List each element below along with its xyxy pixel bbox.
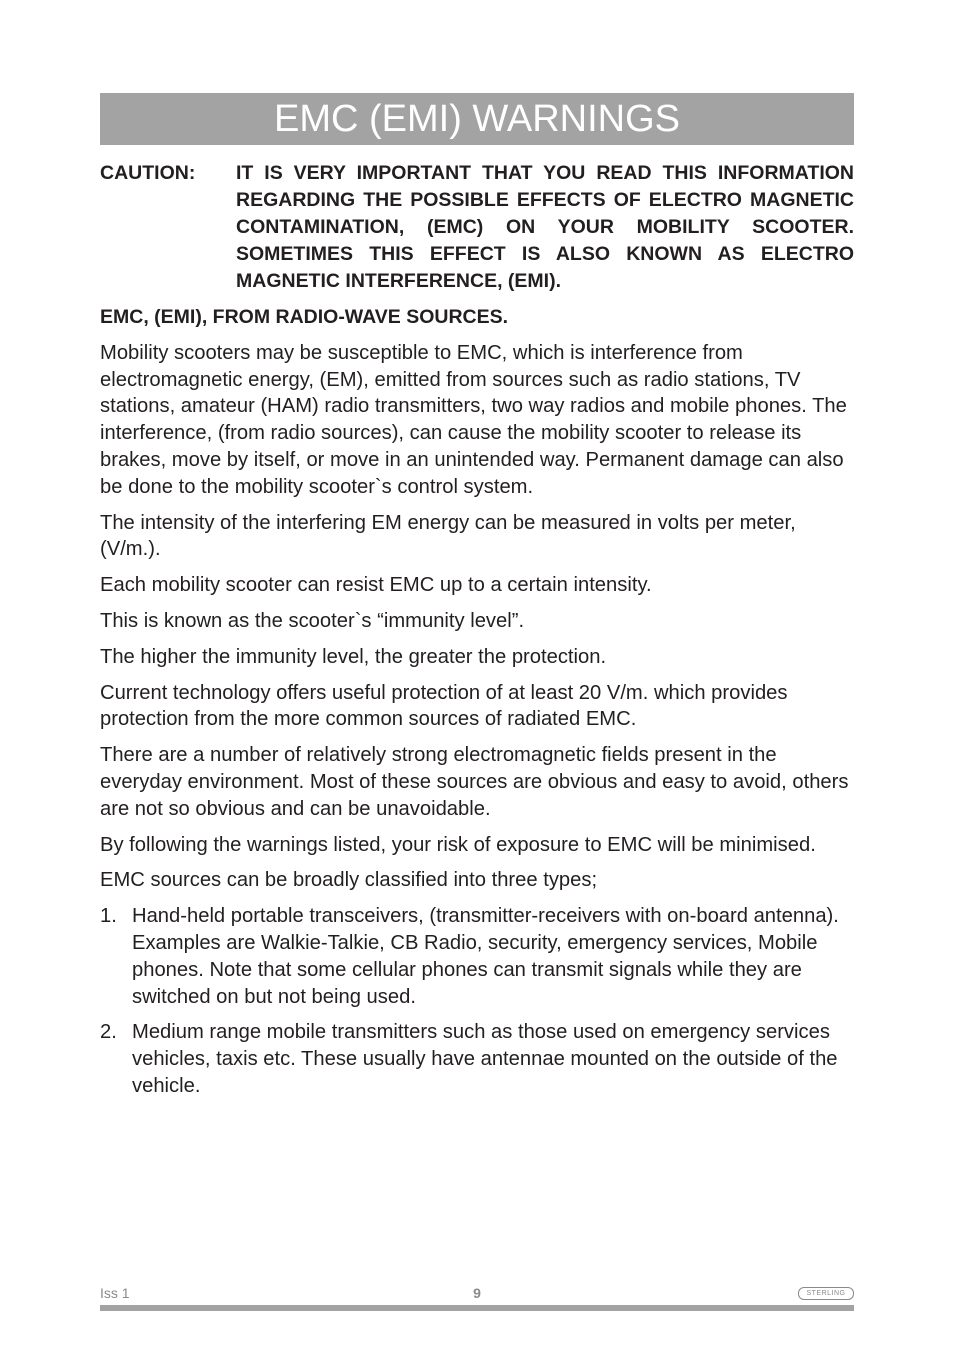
paragraph-2: The intensity of the interfering EM energy can be measured in volts per meter, (V/m.). (100, 511, 796, 561)
paragraph-8: By following the warnings listed, your risk of exposure to EMC will be minimised. (100, 833, 816, 856)
paragraph-9: EMC sources can be broadly classified into three types; (100, 869, 598, 892)
page-title: EMC (EMI) WARNINGS (273, 97, 680, 140)
paragraph-3: Each mobility scooter can resist EMC up to a certain intensity. (100, 574, 652, 597)
footer-divider (100, 1305, 854, 1311)
paragraph-4: This is known as the scooter`s “immunity level”. (100, 609, 525, 632)
list-item (100, 903, 854, 1010)
page-number: 9 (473, 1285, 481, 1301)
paragraph-1: Mobility scooters may be susceptible to EMC, which is interference from electromagnetic energy, (EM), emitted from sources such as radio stations, TV stations, amateur (HAM) radio transmitters, two way radios and mobile phones. The interference, (from radio sources), can cause the mobility scooter to release its brakes, move by itself, or move in an unintended way. Permanent damage can also be done to the mobility scooter`s control system. (100, 341, 847, 498)
caution-block (100, 160, 854, 295)
caution-label: CAUTION: (100, 162, 196, 184)
paragraph-5: The higher the immunity level, the greater the protection. (100, 645, 607, 668)
title-bar (100, 93, 854, 145)
list-item-text: Medium range mobile transmitters such as those used on emergency services vehicles, taxis etc. These usually have antennae mounted on the outside of the vehicle. (132, 1021, 838, 1097)
sterling-logo: STERLING (798, 1287, 854, 1300)
paragraph-6: Current technology offers useful protection of at least 20 V/m. which provides protection from the more common sources of radiated EMC. (100, 681, 788, 731)
list-item (100, 1019, 854, 1099)
section-heading: EMC, (EMI), FROM RADIO-WAVE SOURCES. (100, 306, 509, 328)
footer-issue: Iss 1 (100, 1285, 130, 1301)
list-item-number: 1. (100, 905, 117, 928)
list-item-number: 2. (100, 1021, 117, 1044)
document-body (100, 160, 854, 1109)
list-item-text: Hand-held portable transceivers, (transmitter-receivers with on-board antenna). Examples are Walkie-Talkie, CB Radio, security, emergency services, Mobile phones. Note that some cellular phones can transmit signals while they are switched on but not being used. (132, 905, 839, 1008)
paragraph-7: There are a number of relatively strong electromagnetic fields present in the everyday environment. Most of these sources are obvious and easy to avoid, others are not so obvious and can be unavoidable. (100, 744, 849, 820)
caution-text: IT IS VERY IMPORTANT THAT YOU READ THIS INFORMATION REGARDING THE POSSIBLE EFFECTS OF ELECTRO MAGNETIC CONTAMINATION, (EMC) ON YOUR MOBILITY SCOOTER. SOMETIMES THIS EFFECT IS ALSO KNOWN AS ELECTRO MAGNETIC INTERFERENCE, (EMI). (236, 162, 854, 292)
